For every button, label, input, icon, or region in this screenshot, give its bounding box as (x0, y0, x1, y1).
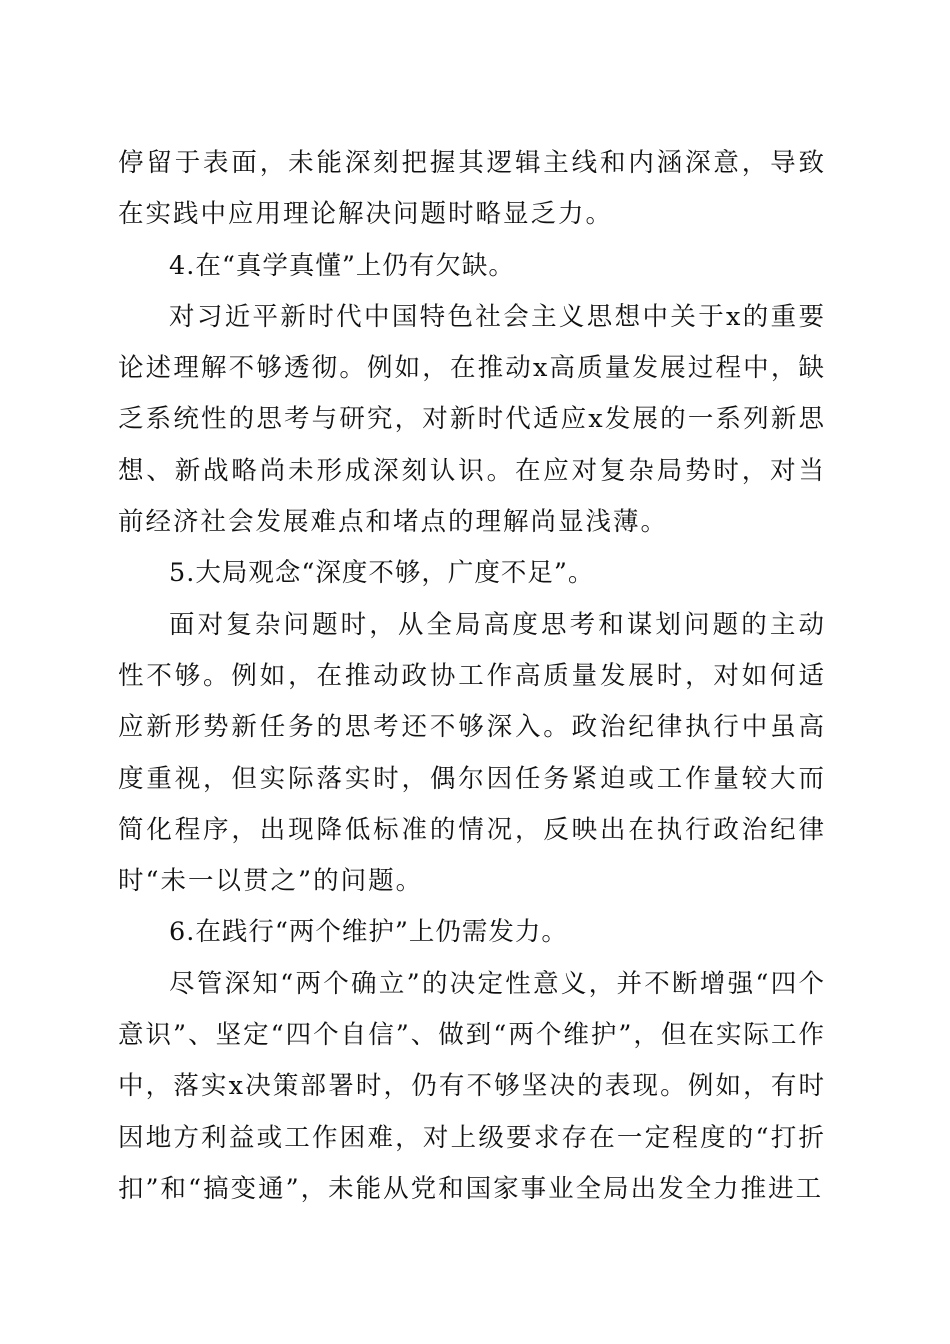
section-heading-6: 6.在践行“两个维护”上仍需发力。 (169, 917, 568, 948)
document-body (118, 138, 826, 1215)
section-body-4: 对习近平新时代中国特色社会主义思想中关于x的重要论述理解不够透彻。例如，在推动x高质量发展过程中，缺乏系统性的思考与研究，对新时代适应x发展的一系列新思想、新战略尚未形成深刻认识。在应对复杂局势时，对当前经济社会发展难点和堵点的理解尚显浅薄。 (118, 301, 826, 538)
section-body-6: 尽管深知“两个确立”的决定性意义，并不断增强“四个意识”、坚定“四个自信”、做到“两个维护”，但在实际工作中，落实x决策部署时，仍有不够坚决的表现。例如，有时因地方利益或工作困难，对上级要求存在一定程度的“打折扣”和“搞变通”，未能从党和国家事业全局出发全力推进工 (118, 968, 826, 1204)
section-body-5: 面对复杂问题时，从全局高度思考和谋划问题的主动性不够。例如，在推动政协工作高质量发展时，对如何适应新形势新任务的思考还不够深入。政治纪律执行中虽高度重视，但实际落实时，偶尔因任务紧迫或工作量较大而简化程序，出现降低标准的情况，反映出在执行政治纪律时“未一以贯之”的问题。 (118, 609, 826, 897)
continuation-paragraph: 停留于表面，未能深刻把握其逻辑主线和内涵深意，导致在实践中应用理论解决问题时略显乏力。 (118, 148, 826, 230)
section-heading-5: 5.大局观念“深度不够，广度不足”。 (169, 558, 595, 589)
section-heading-4: 4.在“真学真懂”上仍有欠缺。 (169, 250, 515, 281)
